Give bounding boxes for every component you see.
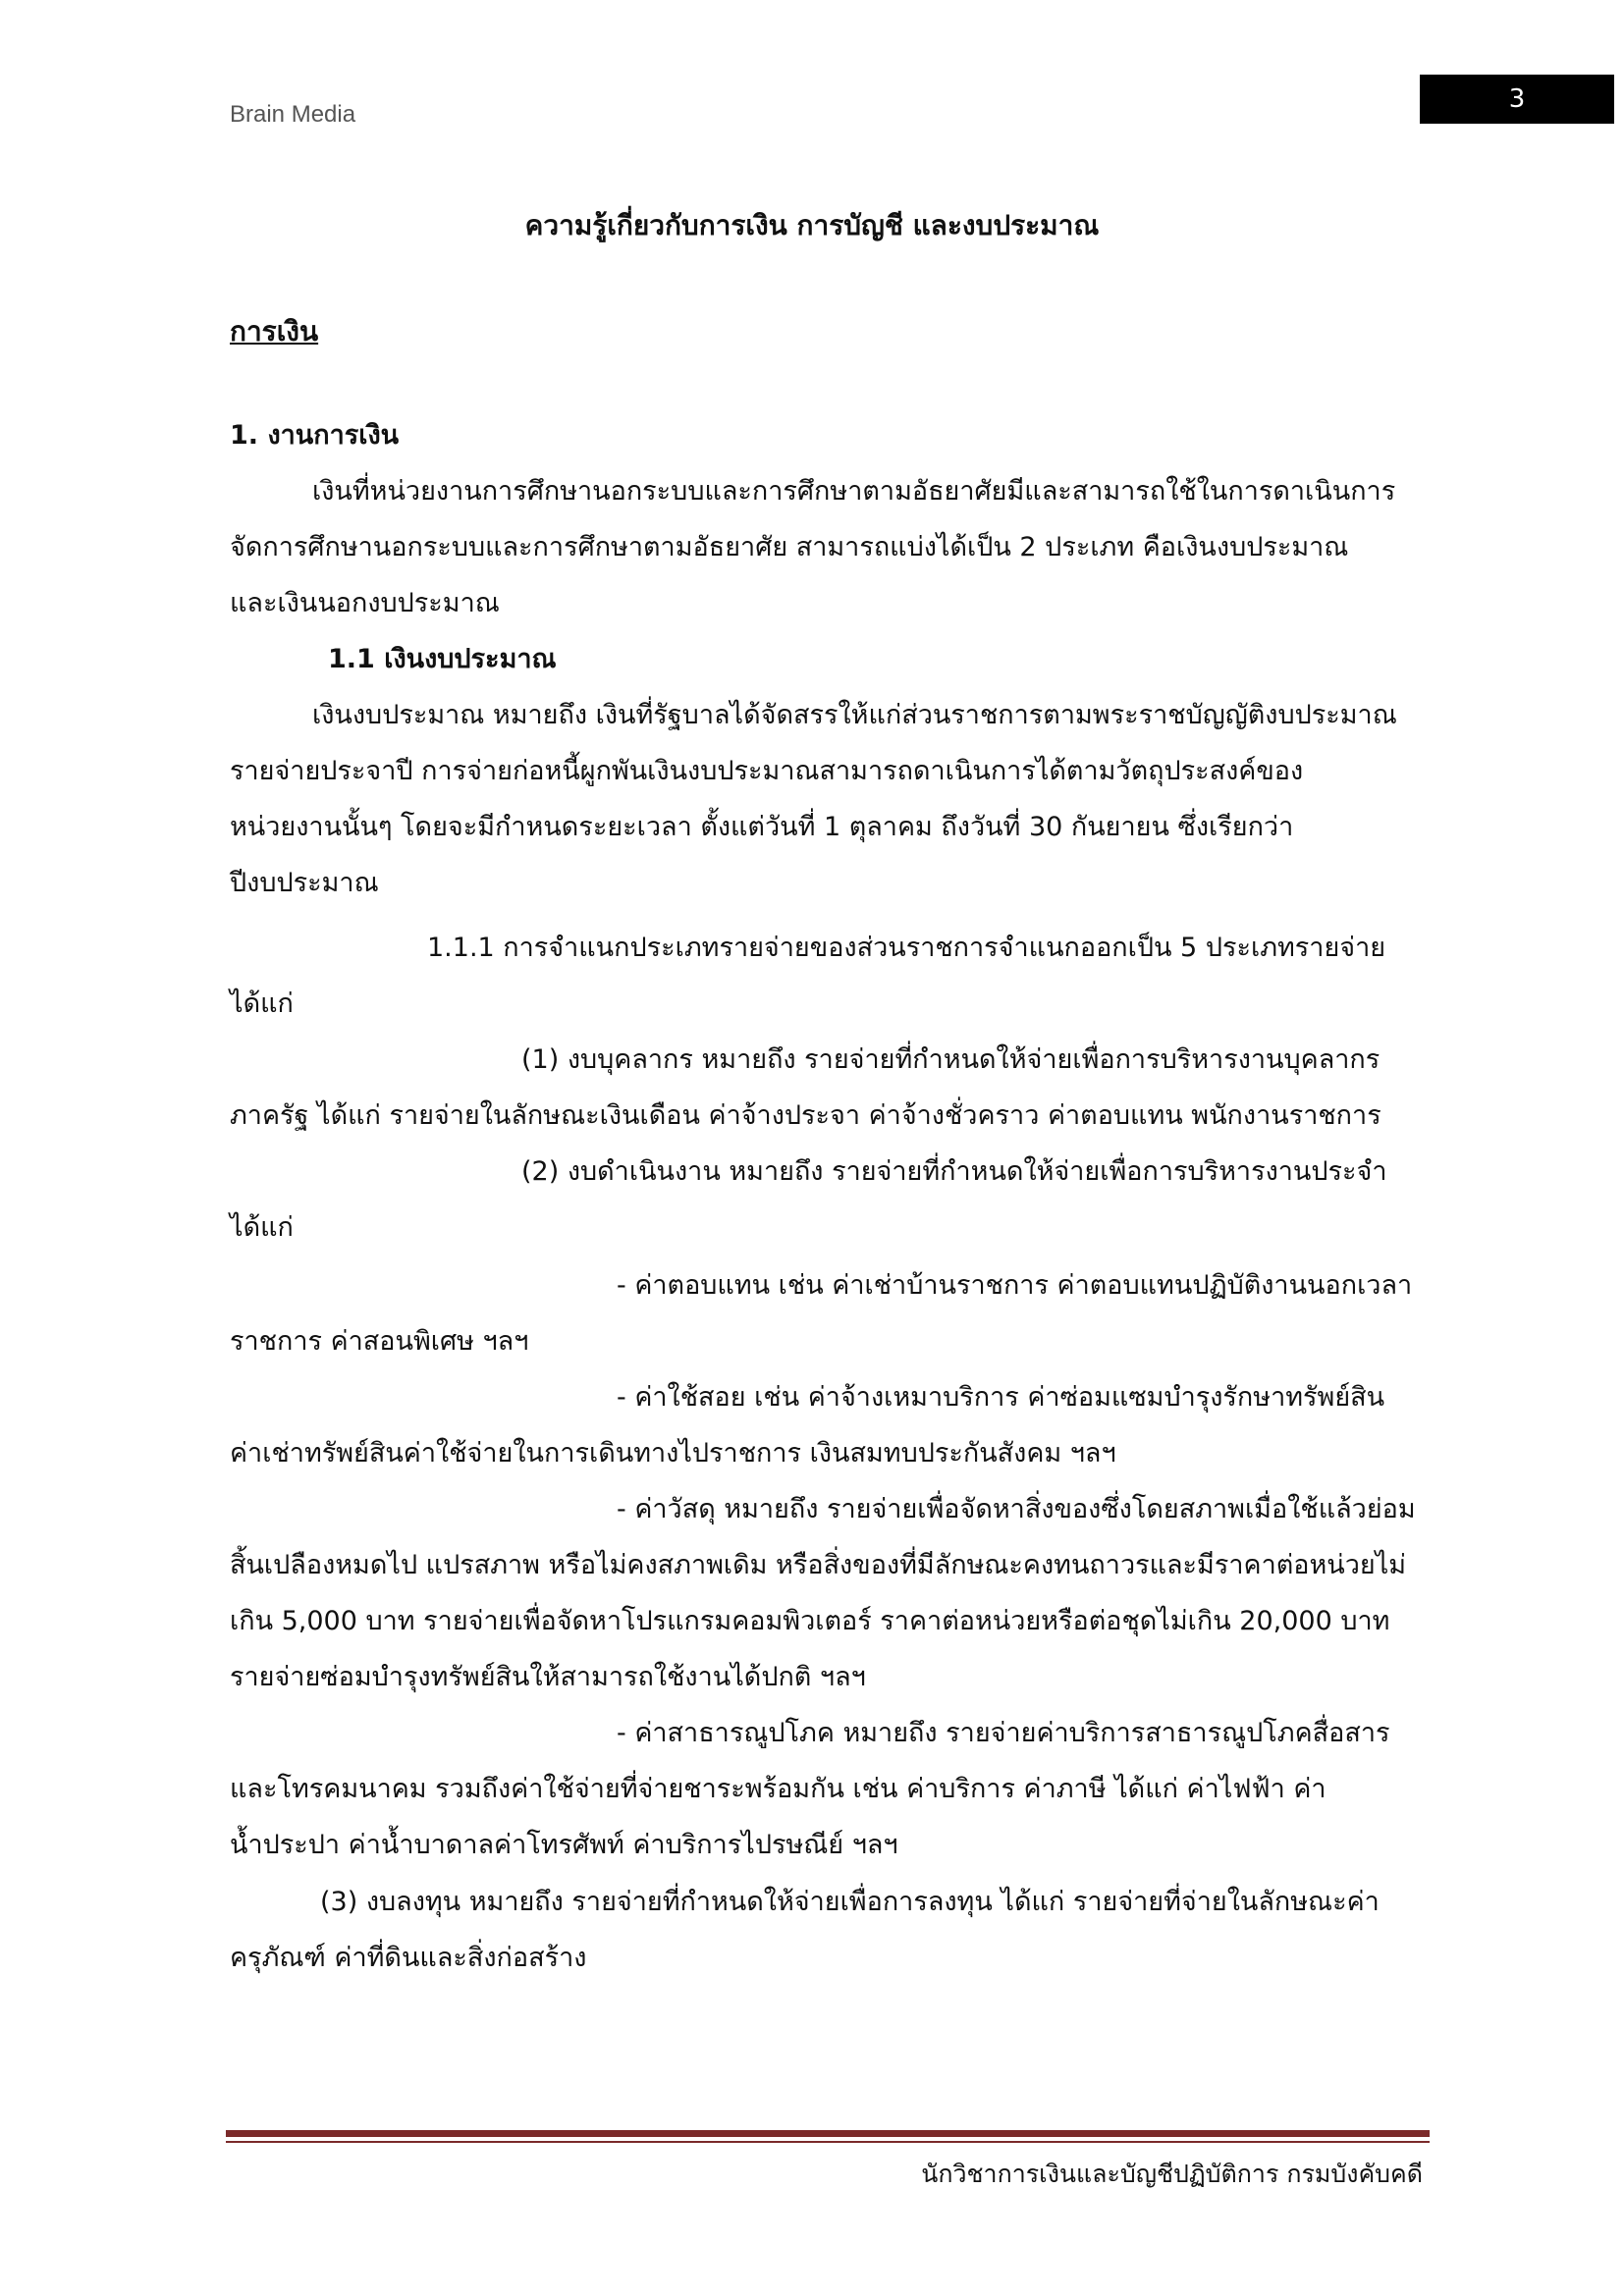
text-line: ราชการ ค่าสอนพิเศษ ฯลฯ [230,1326,529,1357]
text-line: รายจ่ายประจาปี การจ่ายก่อหนี้ผูกพันเงินงบประมาณสามารถดาเนินการได้ตามวัตถุประสงค์ของ [230,756,1304,786]
text-line: ได้แก่ [230,1212,294,1243]
text-line: 1.1.1 การจำแนกประเภทรายจ่ายของส่วนราชการจำแนกออกเป็น 5 ประเภทรายจ่าย [427,933,1386,963]
text-line: ครุภัณฑ์ ค่าที่ดินและสิ่งก่อสร้าง [230,1943,587,1973]
section-heading: การเงิน [230,315,319,347]
text-line: เงินงบประมาณ หมายถึง เงินที่รัฐบาลได้จัดสรรให้แก่ส่วนราชการตามพระราชบัญญัติงบประมาณ [312,700,1397,730]
footer-rule-thick [226,2130,1430,2137]
text-line: (2) งบดำเนินงาน หมายถึง รายจ่ายที่กำหนดให้จ่ายเพื่อการบริหารงานประจำ [521,1156,1387,1187]
text-line: น้ำประปา ค่าน้ำบาดาลค่าโทรศัพท์ ค่าบริการไปรษณีย์ ฯลฯ [230,1830,898,1860]
text-line: และโทรคมนาคม รวมถึงค่าใช้จ่ายที่จ่ายชาระพร้อมกัน เช่น ค่าบริการ ค่าภาษี ได้แก่ ค่าไฟฟ้า ค่า [230,1774,1326,1804]
text-line: เกิน 5,000 บาท รายจ่ายเพื่อจัดหาโปรแกรมคอมพิวเตอร์ ราคาต่อหน่วยหรือต่อชุดไม่เกิน 20,000 บาท [230,1606,1390,1636]
text-line: - ค่าตอบแทน เช่น ค่าเช่าบ้านราชการ ค่าตอบแทนปฏิบัติงานนอกเวลา [617,1270,1413,1301]
text-line: - ค่าวัสดุ หมายถึง รายจ่ายเพื่อจัดหาสิ่งของซึ่งโดยสภาพเมื่อใช้แล้วย่อม [617,1494,1416,1524]
text-line: ภาครัฐ ได้แก่ รายจ่ายในลักษณะเงินเดือน ค่าจ้างประจา ค่าจ้างชั่วคราว ค่าตอบแทน พนักงานราชการ [230,1100,1381,1131]
text-line: (3) งบลงทุน หมายถึง รายจ่ายที่กำหนดให้จ่ายเพื่อการลงทุน ได้แก่ รายจ่ายที่จ่ายในลักษณะค่า [320,1887,1380,1917]
text-line: ปีงบประมาณ [230,868,379,898]
footer-text: นักวิชาการเงินและบัญชีปฏิบัติการ กรมบังคับคดี [921,2160,1423,2188]
footer-rule-thin [226,2141,1430,2143]
text-line: - ค่าสาธารณูปโภค หมายถึง รายจ่ายค่าบริการสาธารณูปโภคสื่อสาร [617,1718,1390,1748]
text-line: ได้แก่ [230,988,294,1019]
heading-1-1: 1.1 เงินงบประมาณ [328,644,557,674]
page-number: 3 [1420,75,1614,124]
text-line: เงินที่หน่วยงานการศึกษานอกระบบและการศึกษาตามอัธยาศัยมีและสามารถใช้ในการดาเนินการ [312,476,1396,507]
text-line: หน่วยงานนั้นๆ โดยจะมีกำหนดระยะเวลา ตั้งแต่วันที่ 1 ตุลาคม ถึงวันที่ 30 กันยายน ซึ่งเรียกว่า [230,812,1294,842]
heading-1: 1. งานการเงิน [230,420,400,451]
text-line: (1) งบบุคลากร หมายถึง รายจ่ายที่กำหนดให้จ่ายเพื่อการบริหารงานบุคลากร [521,1044,1380,1075]
text-line: ค่าเช่าทรัพย์สินค่าใช้จ่ายในการเดินทางไปราชการ เงินสมทบประกันสังคม ฯลฯ [230,1438,1116,1468]
text-line: และเงินนอกงบประมาณ [230,588,500,618]
text-line: - ค่าใช้สอย เช่น ค่าจ้างเหมาบริการ ค่าซ่อมแซมบำรุงรักษาทรัพย์สิน [617,1382,1385,1413]
text-line: สิ้นเปลืองหมดไป แปรสภาพ หรือไม่คงสภาพเดิม หรือสิ่งของที่มีลักษณะคงทนถาวรและมีราคาต่อหน่วยไม่ [230,1550,1407,1580]
text-line: จัดการศึกษานอกระบบและการศึกษาตามอัธยาศัย สามารถแบ่งได้เป็น 2 ประเภท คือเงินงบประมาณ [230,532,1349,562]
text-line: รายจ่ายซ่อมบำรุงทรัพย์สินให้สามารถใช้งานได้ปกติ ฯลฯ [230,1662,866,1692]
header-brand: Brain Media [230,101,356,128]
page-title: ความรู้เกี่ยวกับการเงิน การบัญชี และงบประมาณ [524,209,1100,241]
